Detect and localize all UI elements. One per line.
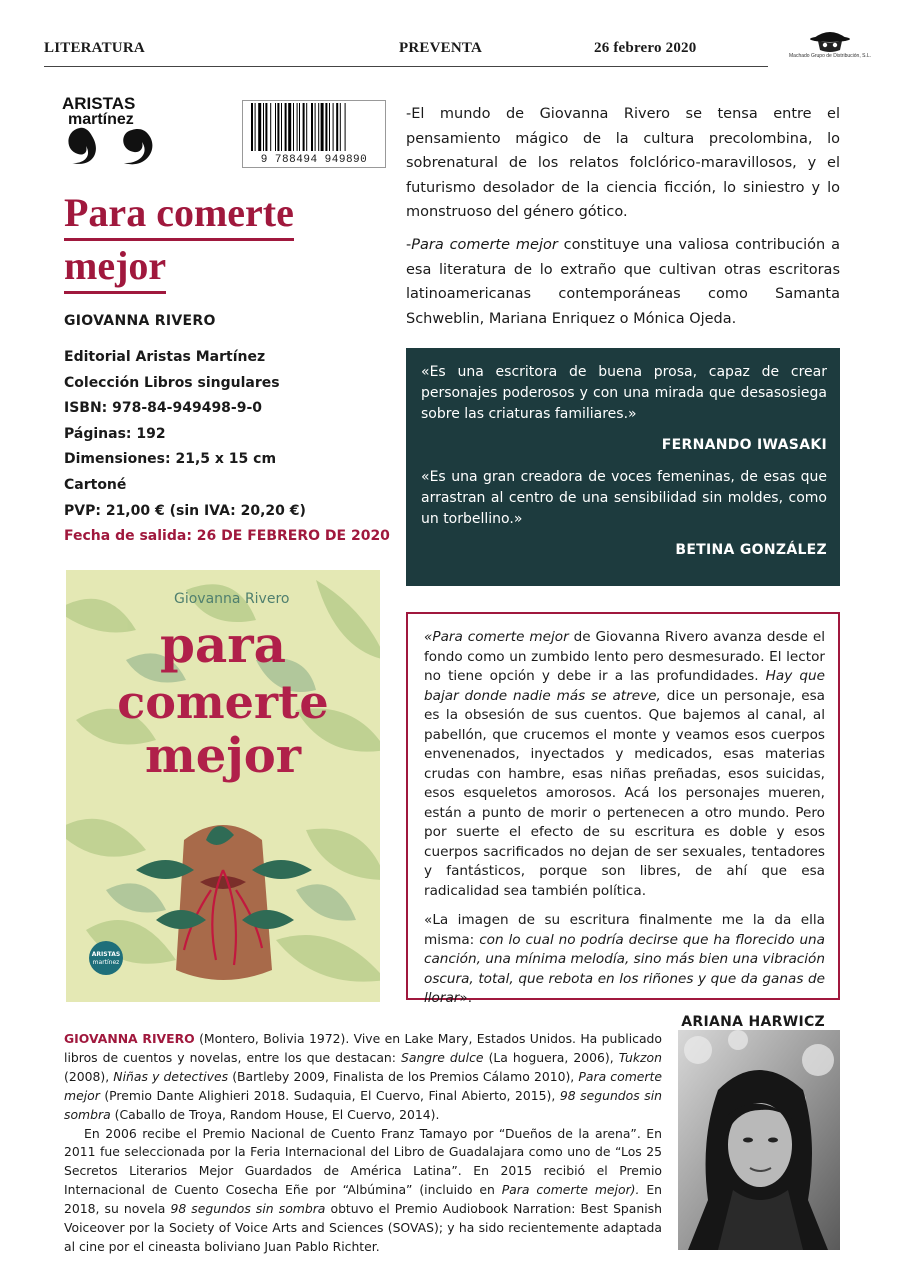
publisher-blob-icon <box>62 126 162 166</box>
cover-badge-line1: ARISTAS <box>91 951 121 958</box>
bio-text: (Montero, Bolivia 1972). Vive en Lake Mary, Estados Unidos. Ha publicado libros de cuentos y novelas, entre los que destacan: <box>64 1031 662 1065</box>
intro-paragraph-1: -El mundo de Giovanna Rivero se tensa entre el pensamiento mágico de la cultura precolombina, lo sobrenatural de los relatos folclórico-maravillosos, y el futurismo desolador de la ciencia ficción, lo siniestro y lo monstruoso del género gótico. <box>406 106 840 221</box>
detail-price: PVP: 21,00 € (sin IVA: 20,20 €) <box>64 502 306 519</box>
cover-title-line2: comerte <box>117 675 329 729</box>
bio-name: GIOVANNA RIVERO <box>64 1031 195 1046</box>
review-paragraph-2 <box>424 911 825 1009</box>
bio-text: (2008), <box>64 1068 114 1084</box>
book-title-line1: Para comerte <box>64 188 294 241</box>
book-author: GIOVANNA RIVERO <box>64 313 216 329</box>
review-paragraph-1 <box>424 628 825 901</box>
author-bio <box>64 1030 662 1257</box>
isbn-barcode <box>242 100 386 168</box>
intro-paragraph-2-text: constituye una valiosa contribución a esa literatura de lo extraño que cultivan otras escritoras latinoamericanas contemporáneas como Samanta Schweblin, Mariana Enriquez o Mónica Ojeda. <box>406 236 840 327</box>
bio-text: En 2018, su novela <box>64 1182 662 1217</box>
bio-book-title: 98 segundos sin sombra <box>64 1087 662 1122</box>
praise-quotes-box <box>406 348 840 586</box>
detail-collection: Colección Libros singulares <box>64 374 280 391</box>
publisher-logo-line2: martínez <box>68 111 134 128</box>
bio-book-title: Sangre dulce <box>401 1049 484 1065</box>
review-text-1: de Giovanna Rivero avanza desde el fondo como un zumbido lento pero desmesurado. El lector no tiene opción y debe ir a las profundidades. <box>424 629 825 684</box>
bio-text: (La hoguera, 2006), <box>483 1049 619 1065</box>
detail-release-date: Fecha de salida: 26 DE FEBRERO DE 2020 <box>64 528 390 545</box>
detail-dimensions: Dimensiones: 21,5 x 15 cm <box>64 451 277 468</box>
bio-paragraph-2 <box>64 1125 662 1257</box>
detail-pages: Páginas: 192 <box>64 425 166 442</box>
book-intro <box>406 102 840 339</box>
book-title <box>64 188 364 294</box>
bio-text: (Bartleby 2009, Finalista de los Premios Cálamo 2010), <box>228 1068 579 1084</box>
review-author: ARIANA HARWICZ <box>681 1013 825 1030</box>
book-cover-image <box>66 570 380 1002</box>
publisher-logo-line1: ARISTAS <box>62 94 136 113</box>
review-italic-quote: Hay que bajar donde nadie más se atreve, <box>424 668 825 704</box>
intro-dash: - <box>406 236 412 253</box>
release-date-header: 26 febrero 2020 <box>594 40 697 56</box>
book-cover-art <box>66 570 380 1002</box>
detail-binding: Cartoné <box>64 476 127 493</box>
author-portrait-image <box>678 1030 840 1250</box>
section-label: LITERATURA <box>44 40 145 56</box>
cover-badge-line2: martínez <box>92 959 120 966</box>
detail-isbn: ISBN: 978-84-949498-9-0 <box>64 400 263 417</box>
review-text-3: «La imagen de su escritura finalmente me la da ella misma: <box>424 912 825 948</box>
quote-2-author: BETINA GONZÁLEZ <box>675 542 827 558</box>
publisher-logo <box>62 96 162 166</box>
author-photo <box>678 1030 840 1250</box>
barcode-number: 9 788494 949890 <box>260 154 368 166</box>
review-text-end: ». <box>459 990 473 1006</box>
detail-publisher: Editorial Aristas Martínez <box>64 349 266 365</box>
review-text-2: dice un personaje, esa es la obsesión de sus cuentos. Que bajemos al canal, al pabellón, que crucemos el monte y veamos esos cuerpos envenenados, inyectados y medicados, esas materias crudas con hambre, esas niñas preñadas, esos suicidas, esos esqueletos amorosos. Acá los personajes mueren, están a punto de morir o pertenecen a otro mundo. Pero por suerte el efecto de su escritura es doble y esos cuerpos sacrificados no dejan de ser sexuales, tentadores y fantásticos, porque son libres, de ahí que esa radicalidad sea también política. <box>424 687 825 899</box>
cover-author: Giovanna Rivero <box>174 591 290 607</box>
bio-text: (Caballo de Troya, Random House, El Cuervo, 2014). <box>110 1106 440 1122</box>
intro-paragraph-2 <box>406 233 840 331</box>
bio-text: (Premio Dante Alighieri 2018. Sudaquia, El Cuervo, Final Abierto, 2015), <box>99 1087 560 1103</box>
bio-book-title: Niñas y detectives <box>113 1068 229 1084</box>
bio-book-title: Tukzon <box>618 1049 662 1065</box>
book-details <box>64 345 390 550</box>
distributor-logo-icon <box>800 20 860 66</box>
bio-text: obtuvo el Premio Audiobook Narration: Best Spanish Voiceover por la Society of Voice Arts and Sciences (SOVAS); y ha sido recientemente adaptada al cine por el cineasta boliviano Juan Pablo Richter. <box>64 1201 662 1254</box>
intro-title-italic: Para comerte mejor <box>411 236 558 253</box>
header-divider <box>44 66 768 67</box>
book-title-line2: mejor <box>64 241 166 294</box>
distributor-caption: Machado Grupo de Distribución, S.L. <box>789 53 871 59</box>
cover-title-line3: mejor <box>145 728 301 784</box>
quote-2-text: «Es una gran creadora de voces femeninas, de esas que arrastran al centro de una sensibilidad sin moldes, como un torbellino.» <box>421 469 827 527</box>
review-title-italic: «Para comerte mejor <box>424 629 569 645</box>
bio-text: En 2006 recibe el Premio Nacional de Cuento Franz Tamayo por “Dueños de la arena”. En 2011 fue seleccionada por la Feria Internacional del Libro de Guadalajara como uno de “Los 25 Secretos Literarios Mejor Guardados de América Latina”. En 2015 recibió el Premio Internacional de Cuento Cosecha Eñe por “Albúmina” (incluido en <box>64 1125 662 1198</box>
review-box <box>406 612 840 1030</box>
quote-1-text: «Es una escritora de buena prosa, capaz de crear personajes poderosos y con una mirada que desasosiega sobre las criaturas familiares.» <box>421 364 827 422</box>
presale-label: PREVENTA <box>399 40 482 56</box>
review-italic-4: con lo cual no podría decirse que ha florecido una canción, una mínima melodía, sino más bien una vibración oscura, total, que rebota en los riñones y que da ganas de llorar <box>424 931 826 1006</box>
bio-book-title: 98 segundos sin sombra <box>170 1201 326 1217</box>
cover-title-line1: para <box>159 615 287 674</box>
bio-book-title: Para comerte mejor). <box>501 1182 640 1198</box>
quote-1-author: FERNANDO IWASAKI <box>661 437 827 453</box>
barcode-bars-icon <box>251 103 377 151</box>
bio-paragraph-1 <box>64 1030 662 1125</box>
bio-book-title: Para comerte mejor <box>64 1068 662 1103</box>
